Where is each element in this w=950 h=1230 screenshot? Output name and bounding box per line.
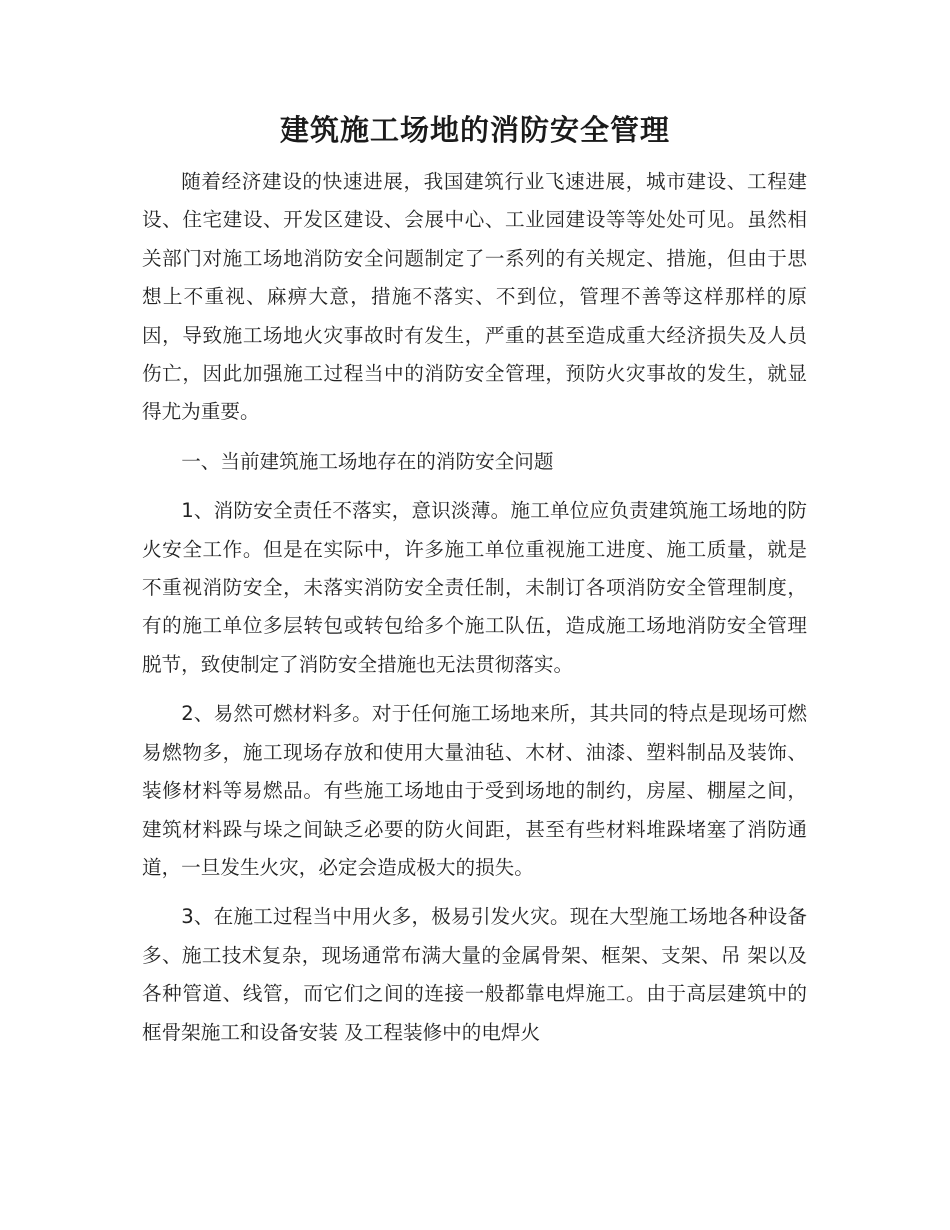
paragraph-item-3: 3、在施工过程当中用火多，极易引发火灾。现在大型施工场地各种设备多、施工技术复杂，现场通常布满大量的金属骨架、框架、支架、吊 架以及各种管道、线管，而它们之间的连接一般都靠电焊施工。由于高层建筑中的框骨架施工和设备安装 及工程装修中的电焊火 [142, 905, 807, 1044]
paragraph-item-2: 2、易然可燃材料多。对于任何施工场地来所，其共同的特点是现场可燃易燃物多，施工现场存放和使用大量油毡、木材、油漆、塑料制品及装饰、 装修材料等易燃品。有些施工场地由于受到场地的制约，房屋、棚屋之间，建筑材料跺与垛之间缺乏必要的防火间距，甚至有些材料堆跺堵塞了消防通道，一旦发生火灾，必定会造成极大的损失。 [142, 702, 807, 879]
paragraph-item-1: 1、消防安全责任不落实，意识淡薄。施工单位应负责建筑施工场地的防火安全工作。但是在实际中，许多施工单位重视施工进度、施工质量，就是不重视消防安全，未落实消防安全责任制，未制订各项消防安全管理制度，有的施工单位多层转包或转包给多个施工队伍，造成施工场地消防安全管理脱节，致使制定了消防安全措施也无法贯彻落实。 [142, 499, 807, 676]
section-heading: 一、当前建筑施工场地存在的消防安全问题 [181, 449, 554, 473]
paragraph-intro: 随着经济建设的快速进展，我国建筑行业飞速进展，城市建设、工程建设、住宅建设、开发区建设、会展中心、工业园建设等等处处可见。虽然相关部门对施工场地消防安全问题制定了一系列的有关规定、措施，但由于思想上不重视、麻痹大意，措施不落实、不到位，管理不善等这样那样的原因，导致施工场地火灾事故时有发生，严重的甚至造成重大经济损失及人员伤亡，因此加强施工过程当中的消防安全管理，预防火灾事故的发生，就显得尤为重要。 [142, 170, 807, 424]
document-body [142, 163, 807, 1052]
document-title: 建筑施工场地的消防安全管理 [279, 113, 670, 147]
